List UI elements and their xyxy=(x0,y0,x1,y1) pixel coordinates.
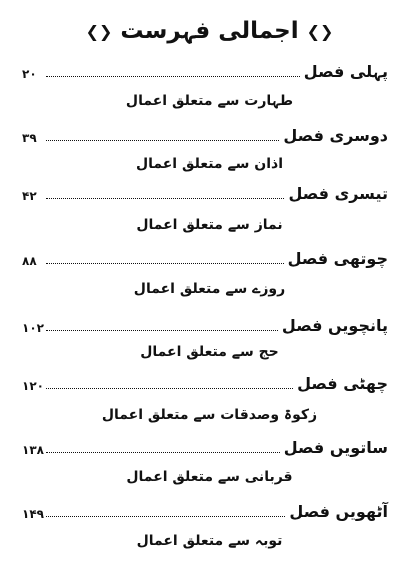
chapter-name: دوسری فصل xyxy=(283,126,388,145)
toc-entry[interactable] xyxy=(22,245,388,267)
chapter-name: پہلی فصل xyxy=(303,62,388,81)
chapter-subtitle: نماز سے متعلق اعمال xyxy=(136,217,283,233)
ornament-right-icon: ❮❯ xyxy=(306,21,334,41)
chapter-subtitle: اذان سے متعلق اعمال xyxy=(135,156,284,172)
chapter-name: چھٹی فصل xyxy=(297,374,388,393)
chapter-subtitle: زکوۃ وصدقات سے متعلق اعمال xyxy=(101,407,318,423)
chapter-page: ۱۰۲ xyxy=(22,321,44,335)
ornament-left-icon: ❮❯ xyxy=(85,21,113,41)
chapter-page: ۴۲ xyxy=(22,189,37,203)
chapter-name: تیسری فصل xyxy=(288,184,388,203)
chapter-subtitle: توبہ سے متعلق اعمال xyxy=(136,533,283,549)
chapter-subtitle: قربانی سے متعلق اعمال xyxy=(126,469,293,485)
dot-leader xyxy=(46,516,285,517)
toc-entry[interactable] xyxy=(22,498,388,520)
dot-leader xyxy=(46,140,279,141)
dot-leader xyxy=(46,388,293,389)
chapter-name: آٹھویں فصل xyxy=(289,502,388,521)
chapter-page: ۳۹ xyxy=(22,131,37,145)
toc-entry[interactable] xyxy=(22,58,388,80)
toc-entry[interactable] xyxy=(22,180,388,202)
chapter-page: ۱۲۰ xyxy=(22,379,44,393)
chapter-page: ۸۸ xyxy=(22,254,37,268)
chapter-name: ساتویں فصل xyxy=(283,438,388,457)
chapter-page: ۱۳۸ xyxy=(22,443,44,457)
dot-leader xyxy=(46,452,280,453)
chapter-subtitle: طہارت سے متعلق اعمال xyxy=(125,93,294,109)
chapter-name: چوتھی فصل xyxy=(287,249,388,268)
toc-entry[interactable] xyxy=(22,312,388,334)
dot-leader xyxy=(46,198,284,199)
toc-entry[interactable] xyxy=(22,370,388,392)
toc-entry[interactable] xyxy=(22,122,388,144)
chapter-subtitle: حج سے متعلق اعمال xyxy=(140,344,279,360)
chapter-page: ۲۰ xyxy=(22,67,37,81)
dot-leader xyxy=(46,263,284,264)
dot-leader xyxy=(46,330,278,331)
page-title: اجمالی فہرست xyxy=(120,18,299,44)
chapter-subtitle: روزے سے متعلق اعمال xyxy=(133,281,286,297)
toc-entry[interactable] xyxy=(22,434,388,456)
chapter-name: پانچویں فصل xyxy=(281,316,388,335)
chapter-page: ۱۴۹ xyxy=(22,507,44,521)
dot-leader xyxy=(46,76,300,77)
